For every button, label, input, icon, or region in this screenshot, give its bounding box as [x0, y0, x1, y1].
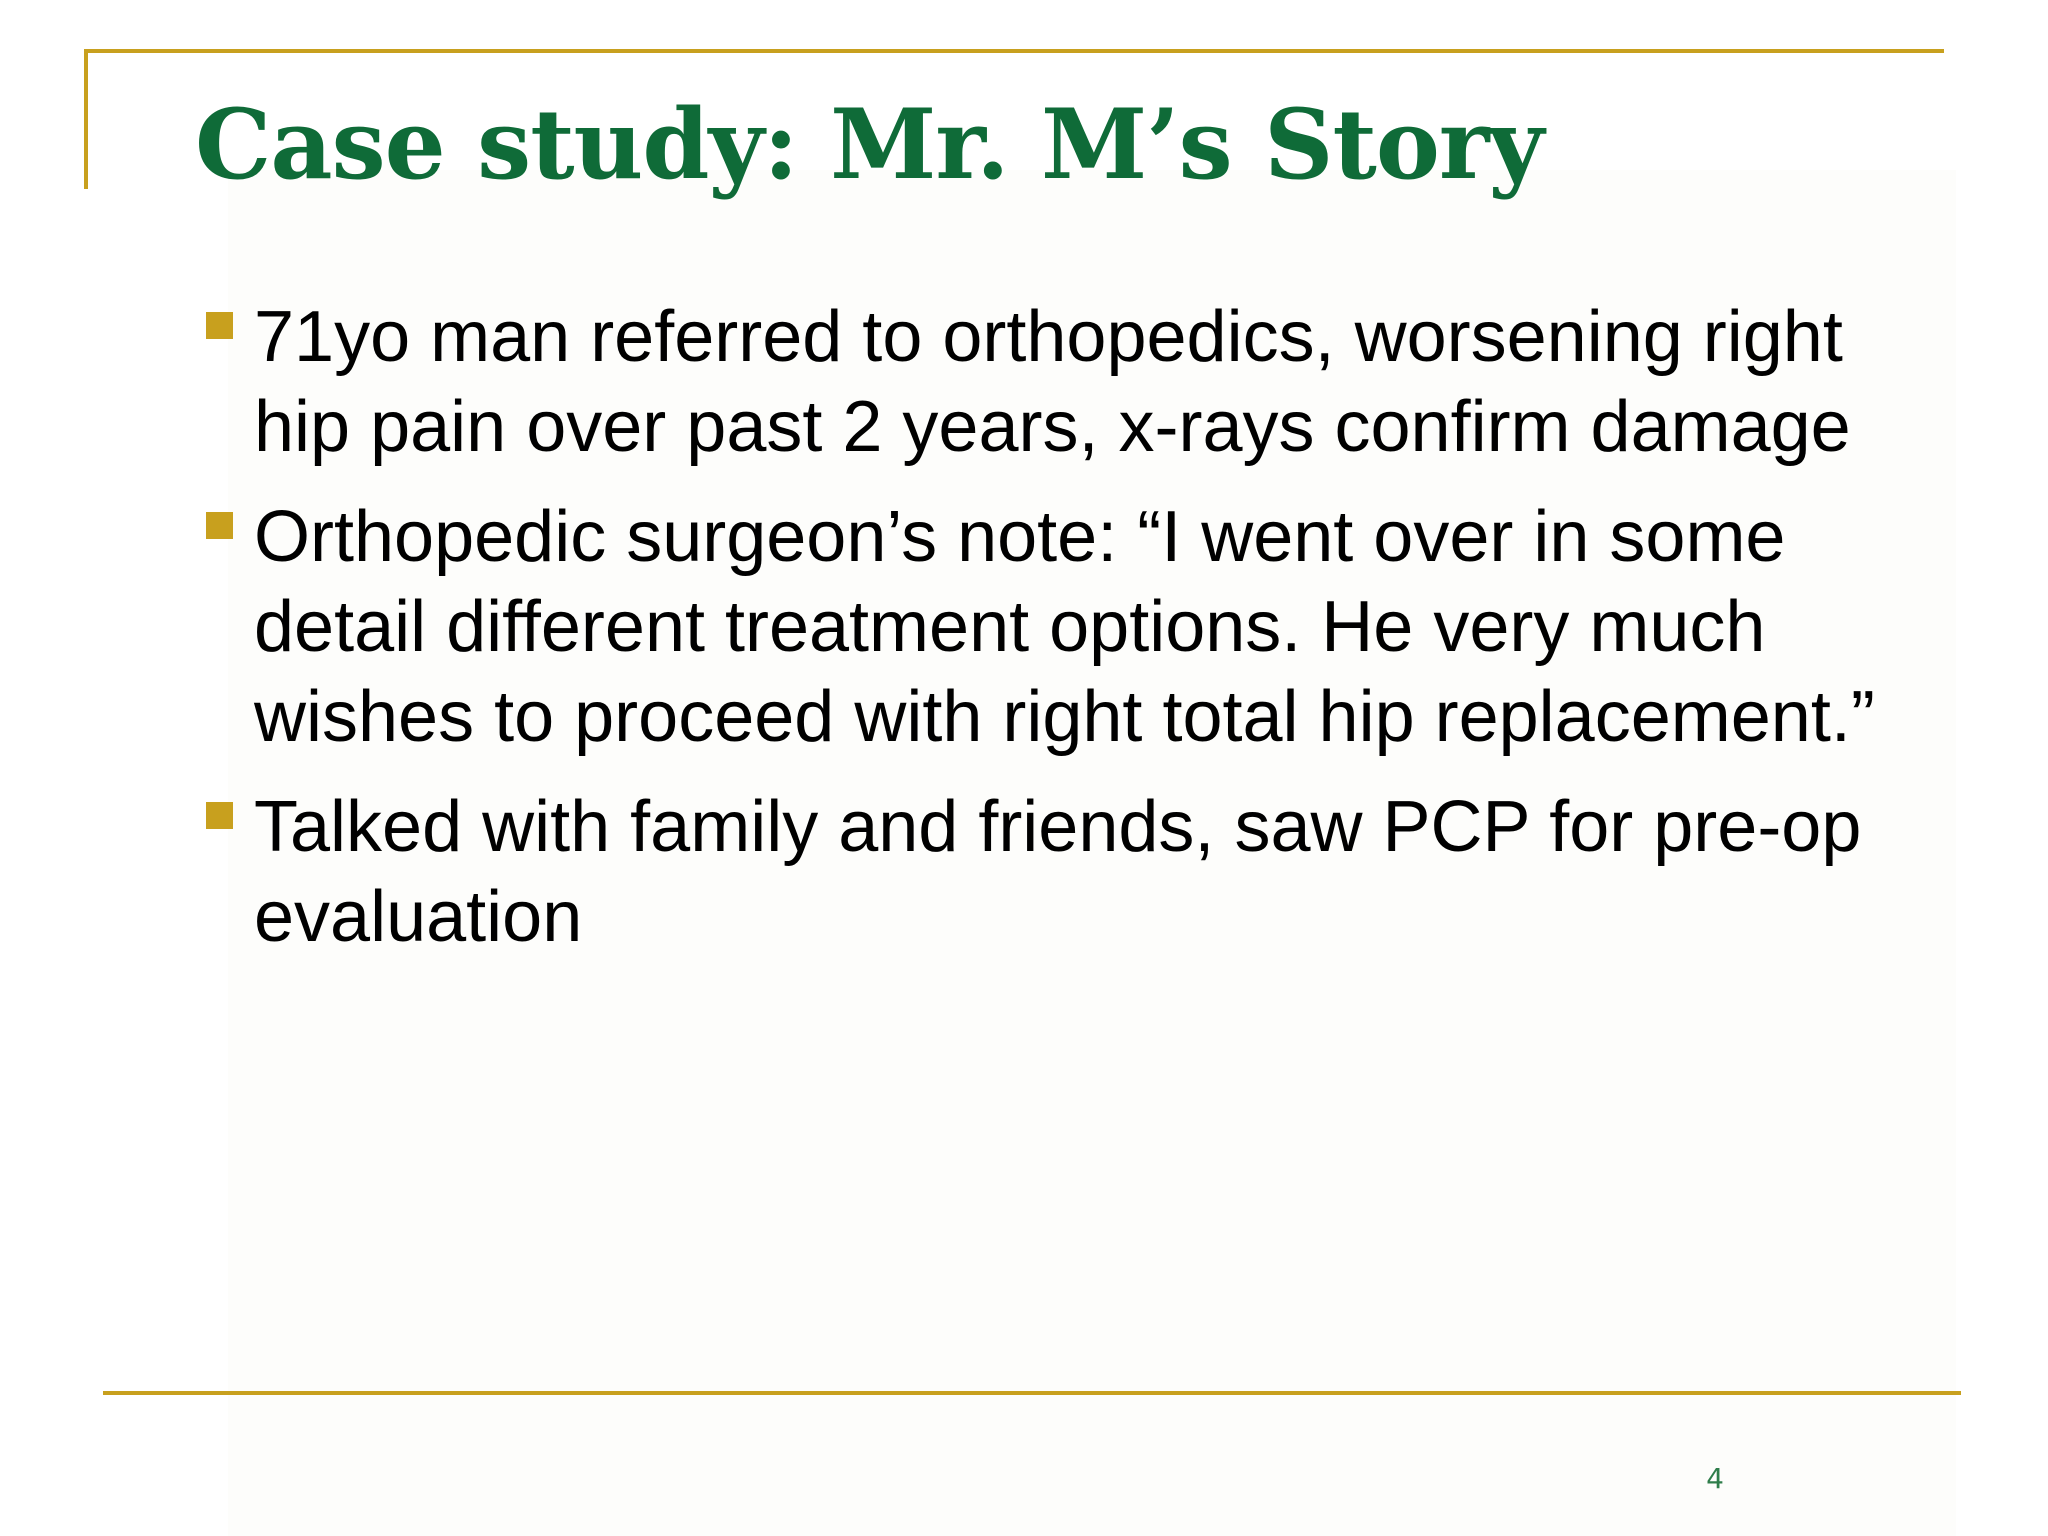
bullet-item [206, 292, 1886, 472]
left-rule [84, 49, 88, 189]
bullet-list [206, 292, 1886, 982]
square-bullet-icon [206, 312, 233, 339]
bullet-text: Orthopedic surgeon’s note: “I went over in some detail different treatment options. He very much wishes to proceed with right total hip replacement.” [254, 497, 1875, 757]
top-rule [84, 49, 1944, 53]
page-number: 4 [1706, 1462, 1724, 1495]
bullet-item [206, 492, 1886, 762]
bullet-text: 71yo man referred to orthopedics, worsening right hip pain over past 2 years, x-rays confirm damage [254, 297, 1851, 467]
slide-title: Case study: Mr. M’s Story [195, 88, 1544, 201]
bullet-text: Talked with family and friends, saw PCP for pre-op evaluation [254, 787, 1862, 957]
bullet-item [206, 782, 1886, 962]
square-bullet-icon [206, 802, 233, 829]
bottom-rule [103, 1391, 1961, 1395]
square-bullet-icon [206, 512, 233, 539]
